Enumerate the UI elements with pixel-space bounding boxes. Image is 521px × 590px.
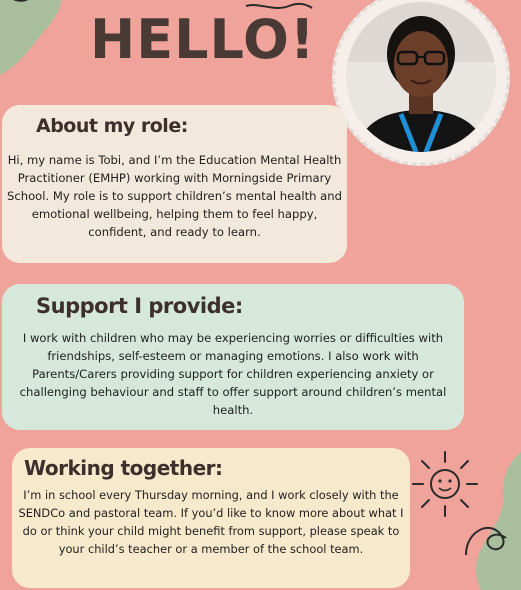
portrait-illustration (346, 2, 496, 152)
smiling-sun-icon (409, 448, 481, 520)
about-role-card (2, 105, 347, 263)
about-role-text: Hi, my name is Tobi, and I’m the Education Mental Health Practitioner (EMHP) working with Morningside Primary School. My role is to support children’s mental health and emotional wellbeing, helping them to feel happy, confident, and ready to learn. (7, 153, 342, 239)
support-provided-text: I work with children who may be experiencing worries or difficulties with friendships, self-esteem or managing emotions. I also work with Parents/Carers providing support for children experiencing anxiety or challenging behaviour and staff to offer support around children’s mental health. (19, 331, 447, 417)
profile-photo (346, 2, 496, 152)
working-together-heading: Working together: (24, 456, 223, 480)
profile-photo-frame (332, 0, 510, 166)
green-blob-bottom-right (431, 440, 521, 590)
working-together-text: I’m in school every Thursday morning, and I work closely with the SENDCo and pastoral team. If you’d like to know more about what I do or think your child might benefit from support, please speak to your child’s teacher or a member of the school team. (18, 488, 404, 556)
page-title: HELLO! (90, 8, 316, 71)
support-provided-card (2, 284, 464, 430)
support-provided-heading: Support I provide: (36, 294, 243, 318)
swirl-doodle-icon (461, 490, 521, 560)
working-together-card (12, 448, 410, 588)
about-role-heading: About my role: (36, 115, 188, 137)
green-blob-top-left (0, 0, 80, 110)
